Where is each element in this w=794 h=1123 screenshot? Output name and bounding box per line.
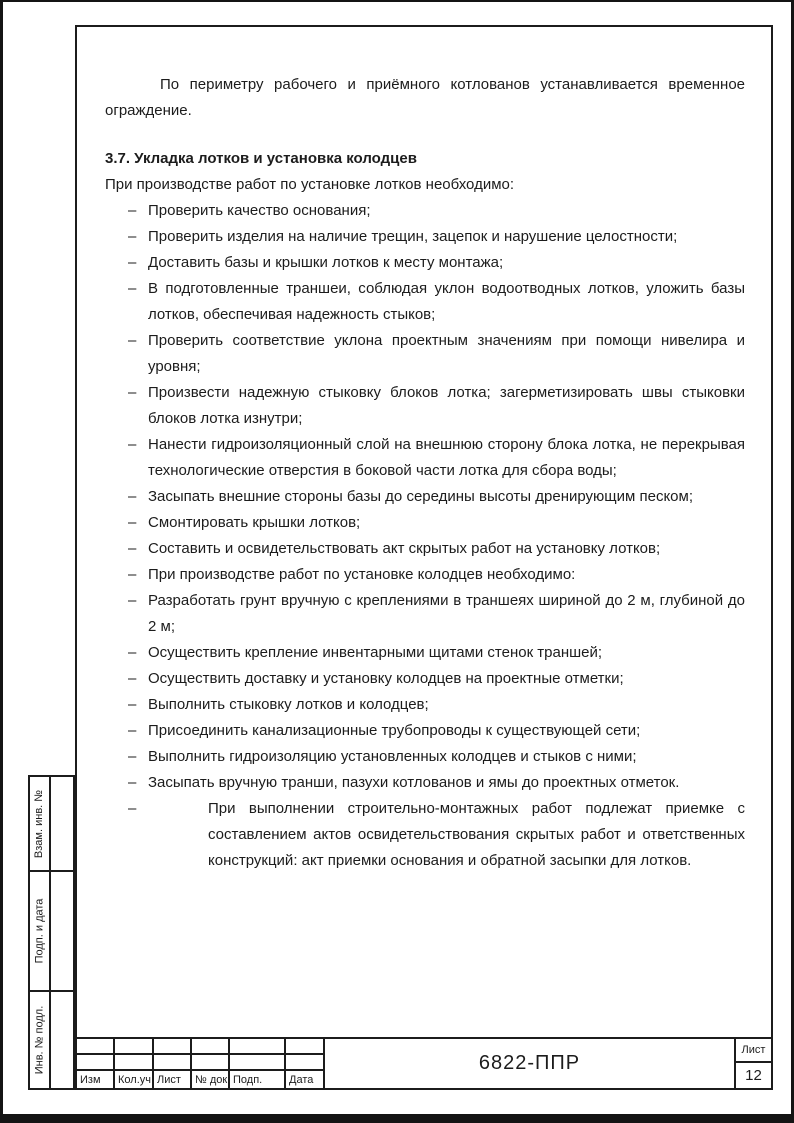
list-item-text: Осуществить крепление инвентарными щитами стенок траншей; [148, 644, 603, 661]
list-item-text: Засыпать внешние стороны базы до середины высоты дренирующим песком; [148, 488, 693, 505]
section-heading: 3.7. Укладка лотков и установка колодцев [105, 150, 417, 167]
dash-marker: – [128, 254, 137, 271]
vertical-label: Инв. № подл. [33, 1005, 46, 1075]
list-item-text: Выполнить стыковку лотков и колодцев; [148, 696, 429, 713]
stamp-empty-cell [115, 1055, 152, 1071]
page-edge-bottom [0, 1114, 794, 1123]
list-item-final-note [105, 796, 745, 874]
list-item-text: Выполнить гидроизоляцию установленных колодцев и стыков с ними; [148, 748, 637, 765]
work-steps-list [105, 198, 745, 874]
dash-marker: – [128, 202, 137, 219]
dash-marker: – [128, 436, 137, 453]
list-item [105, 198, 745, 224]
dash-marker: – [128, 228, 137, 245]
attribute-box-podp-data [30, 870, 73, 990]
list-item-text: При выполнении строительно-монтажных работ подлежат приемке с составлением актов освидетельствования скрытых работ и ответственных конструкций: акт приемки основания и обратной засыпки для лотков. [208, 800, 745, 869]
stamp-column-ndoc [192, 1039, 230, 1088]
list-item [105, 536, 745, 562]
list-item-text: Разработать грунт вручную с креплениями в траншеях шириной до 2 м, глубиной до 2 м; [148, 592, 745, 635]
attribute-box-vzam-inv [30, 777, 73, 870]
list-item [105, 770, 745, 796]
vertical-label: Подп. и дата [33, 898, 46, 964]
stamp-empty-cell [77, 1039, 113, 1055]
sheet-number: 12 [745, 1067, 762, 1084]
stamp-empty-cell [286, 1055, 323, 1071]
list-item-text: При производстве работ по установке колодцев необходимо: [148, 566, 576, 583]
vertical-label-cell [30, 777, 51, 870]
stamp-empty-cell [115, 1039, 152, 1055]
list-item [105, 588, 745, 640]
list-item-text: Проверить изделия на наличие трещин, зацепок и нарушение целостности; [148, 228, 678, 245]
stamp-empty-cell [192, 1055, 228, 1071]
stamp-column-label: Изм [80, 1073, 101, 1086]
stamp-column-label: Подп. [233, 1073, 263, 1086]
stamp-empty-cell [230, 1039, 284, 1055]
list-item [105, 510, 745, 536]
list-item [105, 276, 745, 328]
stamp-column-label: Дата [289, 1073, 314, 1086]
stamp-empty-cell [77, 1055, 113, 1071]
stamp-column-data [286, 1039, 325, 1088]
section-intro: При производстве работ по установке лотков необходимо: [105, 176, 515, 193]
list-item-text: Проверить качество основания; [148, 202, 371, 219]
dash-marker: – [128, 774, 137, 791]
stamp-column-label: Кол.уч [118, 1073, 151, 1086]
stamp-empty-cell [286, 1039, 323, 1055]
list-item-text: Нанести гидроизоляционный слой на внешнюю сторону блока лотка, не перекрывая технологические отверстия в боковой части лотка для сбора воды; [148, 436, 745, 479]
attribute-empty-cell [51, 777, 73, 870]
list-item-text: Составить и освидетельствовать акт скрытых работ на установку лотков; [148, 540, 661, 557]
dash-marker: – [128, 592, 137, 609]
attribute-empty-cell [51, 872, 73, 990]
list-item [105, 380, 745, 432]
stamp-column-label: Лист [157, 1073, 181, 1086]
vertical-label-cell [30, 992, 51, 1088]
list-item [105, 224, 745, 250]
dash-marker: – [128, 488, 137, 505]
document-number: 6822-ППР [325, 1039, 736, 1088]
stamp-empty-cell [230, 1055, 284, 1071]
dash-marker: – [128, 800, 137, 817]
attribute-empty-cell [51, 992, 73, 1088]
list-item [105, 666, 745, 692]
stamp-column-list [154, 1039, 192, 1088]
list-item-text: Смонтировать крышки лотков; [148, 514, 361, 531]
stamp-empty-cell [154, 1055, 190, 1071]
stamp-column-izm [77, 1039, 115, 1088]
dash-marker: – [128, 384, 137, 401]
intro-paragraph: По периметру рабочего и приёмного котлованов устанавливается временное ограждение. [105, 76, 745, 119]
title-block [75, 1037, 773, 1090]
list-item [105, 718, 745, 744]
dash-marker: – [128, 514, 137, 531]
dash-marker: – [128, 670, 137, 687]
page-edge-left [0, 0, 3, 1123]
left-attribute-column [28, 775, 75, 1090]
list-item-text: Осуществить доставку и установку колодцев на проектные отметки; [148, 670, 624, 687]
list-item-text: Доставить базы и крышки лотков к месту монтажа; [148, 254, 504, 271]
dash-marker: – [128, 696, 137, 713]
list-item [105, 484, 745, 510]
list-item [105, 250, 745, 276]
list-item [105, 328, 745, 380]
sheet-label: Лист [736, 1039, 771, 1063]
list-item-text: Произвести надежную стыковку блоков лотка; загерметизировать швы стыковки блоков лотка изнутри; [148, 384, 745, 427]
list-item-text: В подготовленные траншеи, соблюдая уклон водоотводных лотков, уложить базы лотков, обеспечивая надежность стыков; [148, 280, 745, 323]
vertical-label-cell [30, 872, 51, 990]
dash-marker: – [128, 748, 137, 765]
sheet-number-block [736, 1039, 771, 1088]
attribute-box-inv-podl [30, 990, 73, 1088]
page-content [105, 72, 745, 874]
dash-marker: – [128, 722, 137, 739]
stamp-column-label: № док [195, 1073, 228, 1086]
dash-marker: – [128, 644, 137, 661]
stamp-empty-cell [192, 1039, 228, 1055]
list-item-text: Проверить соответствие уклона проектным значениям при помощи нивелира и уровня; [148, 332, 745, 375]
list-item [105, 692, 745, 718]
list-item-text: Засыпать вручную транши, пазухи котлованов и ямы до проектных отметок. [148, 774, 680, 791]
list-item [105, 640, 745, 666]
list-item-text: Присоединить канализационные трубопроводы к существующей сети; [148, 722, 641, 739]
dash-marker: – [128, 540, 137, 557]
stamp-column-podp [230, 1039, 286, 1088]
list-item [105, 562, 745, 588]
vertical-label: Взам. инв. № [33, 789, 46, 858]
stamp-empty-cell [154, 1039, 190, 1055]
stamp-column-koluch [115, 1039, 154, 1088]
dash-marker: – [128, 566, 137, 583]
page-edge-top [0, 0, 794, 2]
dash-marker: – [128, 332, 137, 349]
list-item [105, 744, 745, 770]
dash-marker: – [128, 280, 137, 297]
list-item [105, 432, 745, 484]
